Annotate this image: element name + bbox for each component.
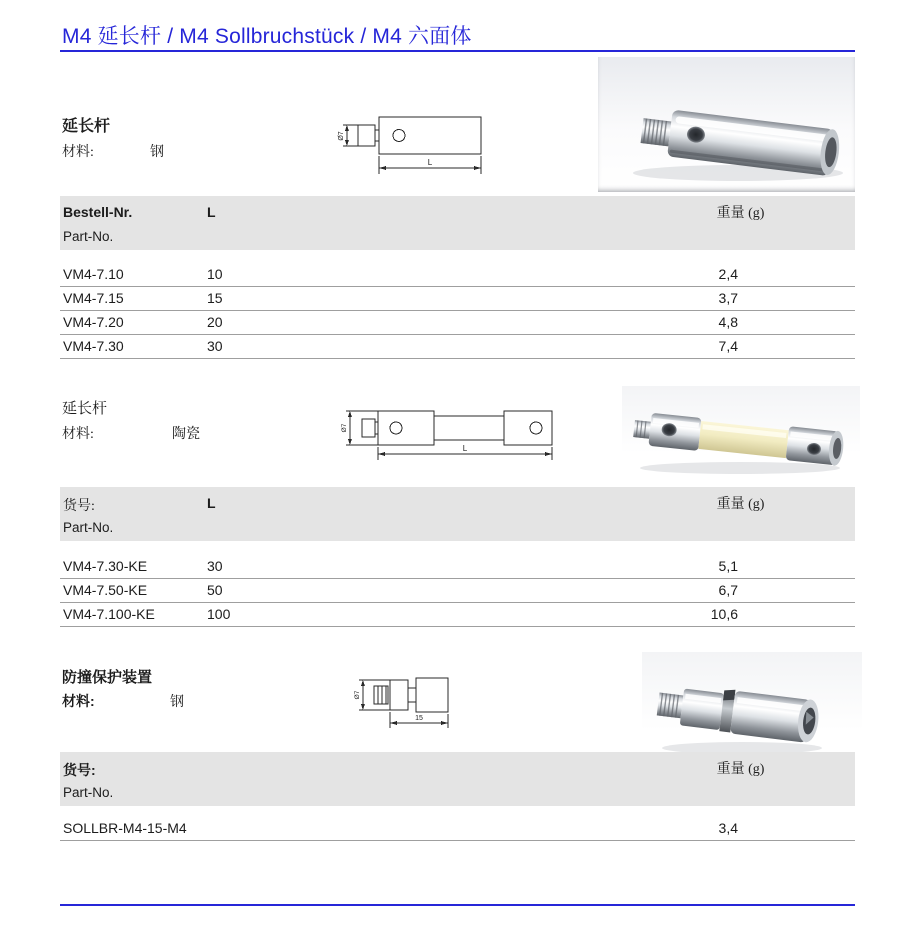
dim-length-label: L — [462, 444, 468, 453]
section2-material-label: 材料: — [62, 427, 94, 442]
weight-value: 10,6 — [710, 606, 738, 622]
weight-value: 5,1 — [718, 558, 738, 574]
footer-rule — [60, 904, 855, 906]
part-no: VM4-7.10 — [63, 266, 124, 282]
table1-col-weight: 重量 (g) — [716, 206, 765, 221]
section3-material-value: 钢 — [170, 695, 184, 710]
ceramic-rod-render-image — [622, 386, 860, 482]
table3-header — [60, 752, 855, 806]
table-row — [60, 262, 855, 287]
length-value: 10 — [207, 266, 223, 282]
dim-diameter-label: Ø7 — [354, 690, 361, 700]
table-row — [60, 310, 855, 335]
table3-col-weight: 重量 (g) — [716, 762, 765, 777]
section1-material-value: 钢 — [150, 145, 164, 160]
table3-col-part-en: Part-No. — [63, 785, 114, 800]
part-no: SOLLBR-M4-15-M4 — [63, 820, 187, 836]
table2-col-part: 货号: — [63, 499, 95, 514]
header-rule — [60, 50, 855, 52]
steel-rod-render-icon — [598, 57, 855, 192]
table2-header — [60, 487, 855, 541]
length-value: 50 — [207, 582, 223, 598]
table2-col-l: L — [207, 495, 216, 511]
dim-diameter-label: Ø7 — [338, 131, 345, 141]
steel-rod-drawing-icon — [334, 106, 484, 180]
table-row — [60, 816, 855, 841]
break-protection-drawing-icon — [352, 666, 452, 736]
section3-heading: 防撞保护装置 — [62, 669, 153, 686]
table3-col-part: 货号: — [63, 762, 96, 778]
table-row — [60, 286, 855, 311]
length-value: 100 — [207, 606, 231, 622]
break-protection-render-icon — [642, 652, 862, 764]
part-no: VM4-7.100-KE — [63, 606, 155, 622]
weight-value: 3,7 — [718, 290, 738, 306]
table1-header — [60, 196, 855, 250]
ceramic-rod-drawing-icon — [338, 398, 556, 462]
weight-value: 7,4 — [718, 338, 738, 354]
section2-material-value: 陶瓷 — [172, 427, 200, 442]
table-row — [60, 554, 855, 579]
part-no: VM4-7.30-KE — [63, 558, 148, 574]
page-title: M4 延长杆 / M4 Sollbruchstück / M4 六面体 — [62, 25, 472, 48]
table1-col-l: L — [207, 204, 216, 220]
table2-col-weight: 重量 (g) — [716, 497, 765, 512]
steel-rod-render-image — [598, 57, 855, 192]
section1-material-label: 材料: — [62, 145, 94, 160]
section3-material-label: 材料: — [62, 693, 95, 709]
table1-col-part-en: Part-No. — [63, 229, 114, 244]
weight-value: 2,4 — [718, 266, 738, 282]
dim-diameter-label: Ø7 — [341, 423, 348, 433]
length-value: 30 — [207, 338, 223, 354]
length-value: 30 — [207, 558, 223, 574]
table-row — [60, 602, 855, 627]
length-value: 20 — [207, 314, 223, 330]
part-no: VM4-7.30 — [63, 338, 124, 354]
break-protection-render-image — [642, 652, 862, 764]
table-row — [60, 334, 855, 359]
weight-value: 6,7 — [718, 582, 738, 598]
dim-length-label: 15 — [415, 715, 423, 722]
section2-heading: 延长杆 — [62, 401, 108, 417]
part-no: VM4-7.20 — [63, 314, 124, 330]
table-row — [60, 578, 855, 603]
ceramic-rod-render-icon — [622, 386, 860, 482]
table1-col-part: Bestell-Nr. — [63, 204, 133, 220]
section1-heading: 延长杆 — [62, 118, 111, 135]
part-no: VM4-7.15 — [63, 290, 124, 306]
weight-value: 4,8 — [718, 314, 738, 330]
weight-value: 3,4 — [718, 820, 738, 836]
dim-length-label: L — [427, 158, 433, 167]
part-no: VM4-7.50-KE — [63, 582, 148, 598]
length-value: 15 — [207, 290, 223, 306]
table2-col-part-en: Part-No. — [63, 520, 114, 535]
